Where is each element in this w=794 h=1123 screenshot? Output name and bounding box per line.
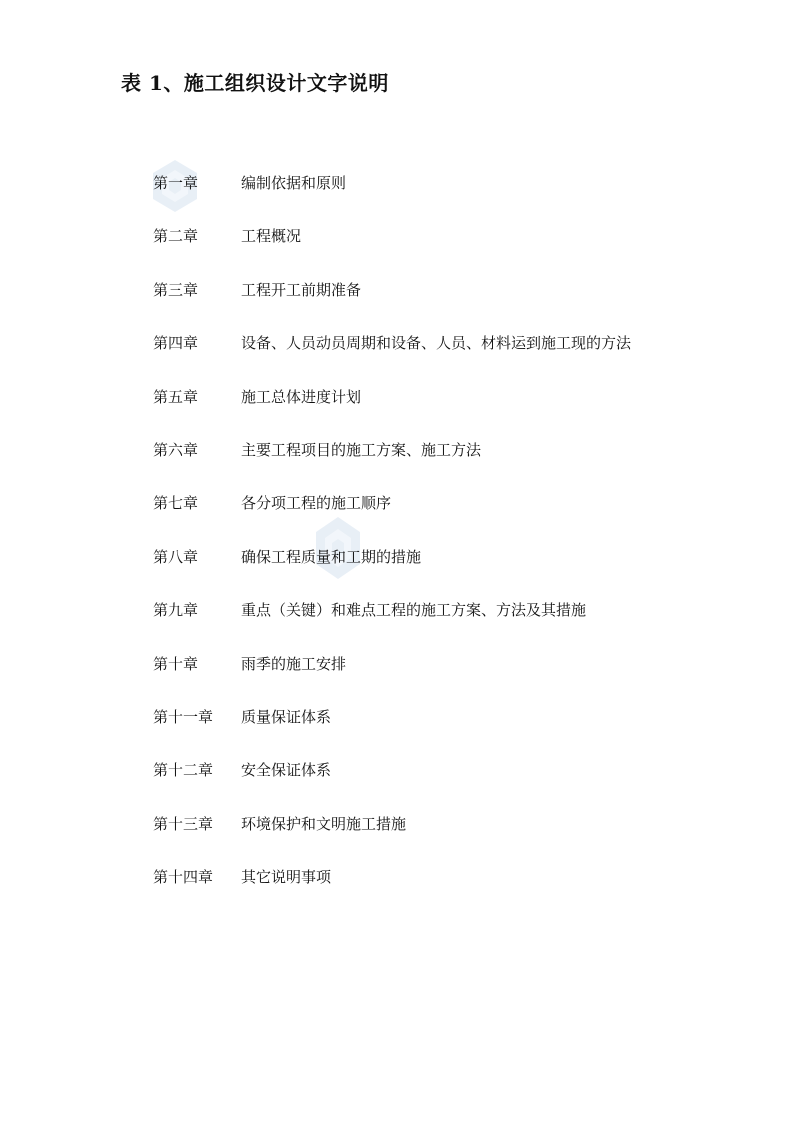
chapter-title: 其它说明事项	[241, 868, 332, 887]
chapter-title: 工程开工前期准备	[241, 280, 362, 299]
chapter-number: 第五章	[153, 387, 199, 406]
chapter-number: 第一章	[153, 174, 199, 192]
chapter-number: 第十二章	[153, 761, 214, 780]
chapter-title: 主要工程项目的施工方案、施工方法	[241, 440, 482, 459]
chapter-title: 重点（关键）和难点工程的施工方案、方法及其措施	[241, 601, 587, 620]
chapter-number: 第三章	[153, 280, 199, 299]
page-title: 表 1、施工组织设计文字说明	[121, 71, 389, 95]
list-item	[153, 757, 713, 810]
list-item	[153, 651, 713, 704]
chapter-title: 雨季的施工安排	[241, 654, 347, 673]
chapter-title: 质量保证体系	[241, 707, 332, 726]
list-item	[153, 330, 713, 383]
chapter-title: 施工总体进度计划	[241, 387, 362, 406]
chapter-number: 第十一章	[153, 707, 214, 726]
chapter-number: 第七章	[153, 494, 199, 513]
chapter-title: 工程概况	[241, 227, 302, 246]
chapter-title: 确保工程质量和工期的措施	[241, 547, 422, 566]
chapter-number: 第十章	[153, 654, 199, 673]
list-item	[153, 597, 713, 650]
chapter-number: 第九章	[153, 601, 199, 620]
list-item	[153, 170, 713, 223]
chapter-title: 安全保证体系	[241, 761, 332, 780]
list-item	[153, 223, 713, 276]
chapter-number: 第六章	[153, 440, 199, 459]
chapter-title: 设备、人员动员周期和设备、人员、材料运到施工现的方法	[241, 334, 632, 353]
list-item	[153, 864, 713, 917]
chapter-title: 各分项工程的施工顺序	[241, 494, 392, 513]
chapter-number: 第八章	[153, 547, 199, 566]
chapter-number: 第十四章	[153, 868, 214, 887]
list-item	[153, 437, 713, 490]
chapter-title: 环境保护和文明施工措施	[241, 814, 407, 833]
list-item	[153, 704, 713, 757]
list-item	[153, 490, 713, 543]
chapter-list	[153, 170, 713, 917]
list-item	[153, 544, 713, 597]
chapter-number: 第十三章	[153, 814, 214, 833]
list-item	[153, 277, 713, 330]
list-item	[153, 811, 713, 864]
chapter-number: 第二章	[153, 227, 199, 246]
chapter-title: 编制依据和原则	[241, 174, 347, 192]
list-item	[153, 384, 713, 437]
chapter-number: 第四章	[153, 334, 199, 353]
